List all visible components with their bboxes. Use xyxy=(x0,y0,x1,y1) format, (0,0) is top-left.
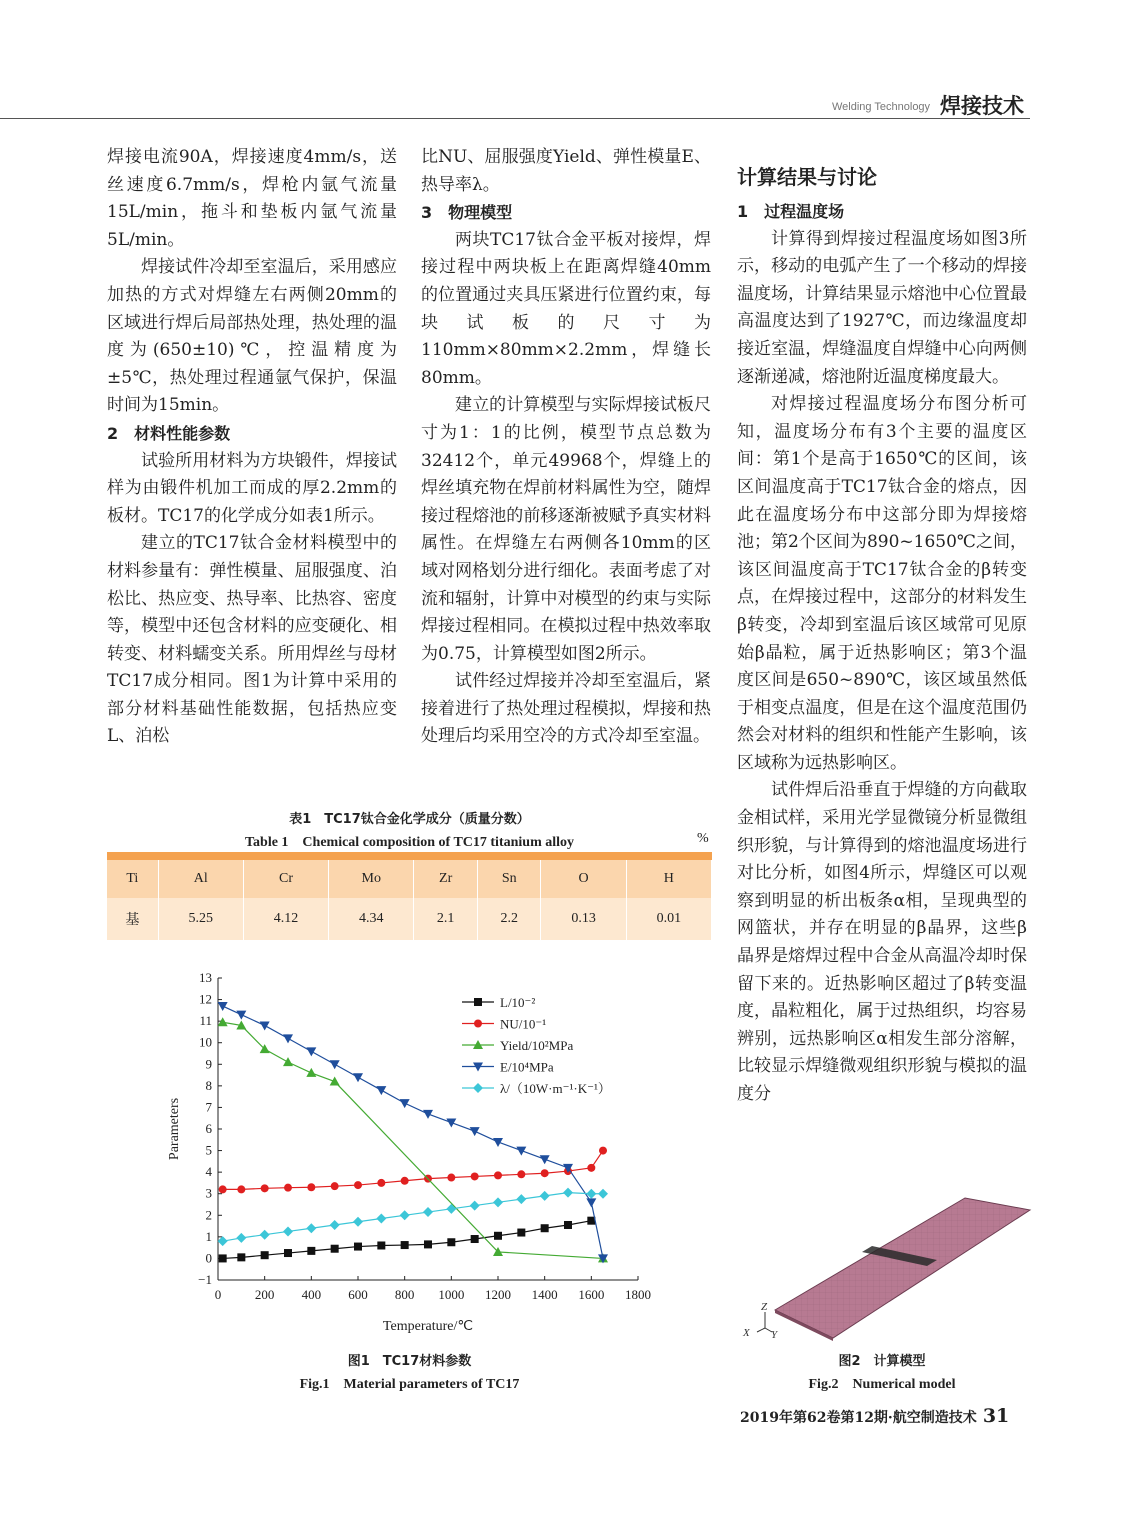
legend-label: Yield/10²MPa xyxy=(500,1038,574,1053)
x-tick-label: 1200 xyxy=(485,1287,511,1302)
data-point xyxy=(219,1185,227,1193)
data-point xyxy=(516,1147,526,1156)
data-point xyxy=(376,1214,386,1224)
data-point xyxy=(237,1253,245,1261)
y-tick-label: 3 xyxy=(205,1185,212,1201)
page-footer xyxy=(740,1405,1009,1427)
data-point xyxy=(236,1011,246,1020)
y-tick-label: −1 xyxy=(198,1272,212,1287)
table-header-cell: Al xyxy=(158,860,243,898)
data-point xyxy=(423,1110,433,1119)
table-header-cell: Ti xyxy=(107,860,158,898)
data-point xyxy=(447,1238,455,1246)
data-point xyxy=(219,1254,227,1262)
data-point xyxy=(599,1147,607,1155)
data-point xyxy=(218,1002,228,1011)
y-tick-label: 11 xyxy=(199,1013,212,1029)
y-tick-label: 7 xyxy=(205,1099,212,1115)
data-point xyxy=(353,1217,363,1227)
axis-label-z: Z xyxy=(761,1301,768,1313)
data-point xyxy=(306,1047,316,1056)
y-tick-label: 8 xyxy=(205,1077,212,1093)
y-tick-label: 0 xyxy=(205,1250,212,1266)
data-point xyxy=(586,1198,596,1207)
data-point xyxy=(307,1183,315,1191)
data-point xyxy=(283,1034,293,1043)
data-point xyxy=(424,1240,432,1248)
data-point xyxy=(218,1017,228,1026)
data-point xyxy=(587,1164,595,1172)
data-point xyxy=(284,1184,292,1192)
table-header-cell: Sn xyxy=(477,860,541,898)
legend-label: E/10⁴MPa xyxy=(500,1059,554,1075)
data-point xyxy=(516,1194,526,1204)
data-point xyxy=(354,1243,362,1251)
y-tick-label: 13 xyxy=(199,970,212,985)
x-tick-label: 0 xyxy=(214,1287,222,1302)
data-point xyxy=(598,1189,608,1199)
series-line xyxy=(223,1221,592,1259)
data-point xyxy=(236,1233,246,1243)
data-point xyxy=(237,1185,245,1193)
data-point xyxy=(517,1170,525,1178)
data-point xyxy=(470,1201,480,1211)
data-point xyxy=(474,998,482,1006)
data-point xyxy=(261,1251,269,1259)
journal-name-en: Welding Technology xyxy=(832,101,931,113)
table-value-cell: 4.12 xyxy=(243,898,328,940)
x-tick-label: 1400 xyxy=(531,1287,558,1302)
table-caption-en: Table 1 Chemical composition of TC17 titanium alloy xyxy=(244,835,575,850)
x-tick-label: 600 xyxy=(348,1287,368,1302)
data-point xyxy=(474,1020,482,1028)
table-header-cell: Cr xyxy=(243,860,328,898)
data-point xyxy=(473,1083,483,1093)
table-value-cell: 5.25 xyxy=(158,898,243,940)
data-point xyxy=(306,1068,316,1077)
figure1-caption-en: Fig.1 Material parameters of TC17 xyxy=(299,1377,520,1392)
header-rule xyxy=(0,118,1030,119)
y-tick-label: 10 xyxy=(199,1034,212,1050)
axis-label-y: Y xyxy=(771,1329,778,1341)
paragraph: 试件焊后沿垂直于焊缝的方向截取金相试样，采用光学显微镜分析显微组织形貌，与计算得到的熔池温度场进行对比分析，如图4所示，焊缝区可以观察到明显的析出板条α相，呈现典型的网篮状，并存在明显的β晶界，这些β晶界是熔焊过程中合金从高温冷却时保留下来的。近热影响区超过了β转变温度，晶粒粗化，属于过热组织，均容易辨别，远热影响区α相发生部分溶解，比较显示焊缝微观组织形貌与模拟的温度分 xyxy=(737,780,1027,1104)
data-point xyxy=(260,1230,270,1240)
data-point xyxy=(330,1220,340,1230)
series-line xyxy=(223,1193,603,1242)
data-point xyxy=(307,1247,315,1255)
paragraph: 比NU、屈服强度Yield、弹性模量E、热导率λ。 xyxy=(421,147,711,195)
data-point xyxy=(494,1232,502,1240)
y-tick-label: 12 xyxy=(199,991,212,1007)
data-point xyxy=(260,1021,270,1030)
data-point xyxy=(540,1191,550,1201)
data-point xyxy=(541,1224,549,1232)
paragraph: 两块TC17钛合金平板对接焊，焊接过程中两块板上在距离焊缝40mm的位置通过夹具压紧进行位置约束，每块试板的尺寸为110mm×80mm×2.2mm，焊缝长80mm。 xyxy=(421,229,711,388)
table-header-cell: Zr xyxy=(414,860,478,898)
data-point xyxy=(401,1177,409,1185)
table-header-cell: H xyxy=(626,860,711,898)
column-2 xyxy=(421,144,711,751)
series-line xyxy=(223,1022,603,1258)
data-point xyxy=(423,1207,433,1217)
paragraph: 对焊接过程温度场分布图分析可知，温度场分布有3个主要的温度区间：第1个是高于1650℃的区间，该区间温度高于TC17钛合金的熔点，因此在温度场分布中这部分即为焊接熔池；第2个区间为890~1650℃之间，该区间温度高于TC17钛合金的β转变点，在焊接过程中，这部分的材料发生β转变，冷却到室温后该区域常可见原始β晶粒，属于近热影响区；第3个温度区间是650~890℃，该区域虽然低于相变点温度，但是在这个温度范围仍然会对材料的组织和性能产生影响，该区域称为远热影响区。 xyxy=(737,394,1027,773)
table-header-cell: O xyxy=(541,860,626,898)
column-3 xyxy=(737,160,1027,1109)
paragraph: 焊接电流90A，焊接速度4mm/s，送丝速度6.7mm/s，焊枪内氩气流量15L/min，拖斗和垫板内氩气流量5L/min。 xyxy=(107,147,397,250)
x-axis-label: Temperature/℃ xyxy=(382,1319,474,1334)
data-point xyxy=(471,1172,479,1180)
data-point xyxy=(446,1119,456,1128)
data-point xyxy=(377,1179,385,1187)
data-point xyxy=(284,1249,292,1257)
legend-label: NU/10⁻¹ xyxy=(500,1016,547,1032)
model-plate-mesh xyxy=(775,1198,1030,1338)
x-tick-label: 800 xyxy=(394,1287,415,1302)
data-point xyxy=(218,1236,228,1246)
x-tick-label: 1000 xyxy=(438,1287,465,1302)
section-heading: 3 物理模型 xyxy=(421,203,513,223)
page-number: 31 xyxy=(982,1405,1010,1427)
y-tick-label: 4 xyxy=(205,1164,212,1180)
data-point xyxy=(447,1174,455,1182)
y-tick-label: 5 xyxy=(205,1142,212,1158)
section-heading: 2 材料性能参数 xyxy=(107,423,231,443)
figure2-caption-zh: 图2 计算模型 xyxy=(838,1354,926,1369)
y-tick-label: 2 xyxy=(205,1207,212,1223)
axis-label-x: X xyxy=(743,1327,750,1339)
data-point xyxy=(563,1188,573,1198)
y-tick-label: 1 xyxy=(205,1228,212,1244)
data-point xyxy=(400,1210,410,1220)
data-point xyxy=(376,1086,386,1095)
data-point xyxy=(331,1245,339,1253)
x-tick-label: 1600 xyxy=(578,1287,605,1302)
journal-name-zh: 焊接技术 xyxy=(940,94,1024,118)
table-header-cell: Mo xyxy=(329,860,414,898)
paragraph: 焊接试件冷却至室温后，采用感应加热的方式对焊缝左右两侧20mm的区域进行焊后局部热处理，热处理的温度为(650±10)℃，控温精度为±5℃，热处理过程通氩气保护，保温时间为15min。 xyxy=(107,257,397,416)
section-heading: 1 过程温度场 xyxy=(737,202,845,221)
numerical-model-figure xyxy=(735,1190,1035,1345)
data-point xyxy=(330,1060,340,1069)
data-point xyxy=(564,1221,572,1229)
table-unit: % xyxy=(697,831,709,846)
data-point xyxy=(540,1155,550,1164)
data-point xyxy=(377,1241,385,1249)
section-title: 计算结果与讨论 xyxy=(737,165,877,189)
table-value-cell: 0.13 xyxy=(541,898,626,940)
table-value-cell: 0.01 xyxy=(626,898,711,940)
legend-label: λ/（10W·m⁻¹·K⁻¹） xyxy=(500,1081,611,1096)
y-axis-label: Parameters xyxy=(167,1097,182,1161)
data-point xyxy=(353,1073,363,1082)
data-point xyxy=(494,1171,502,1179)
paragraph: 试件经过焊接并冷却至室温后，紧接着进行了热处理过程模拟，焊接和热处理后均采用空冷的方式冷却至室温。 xyxy=(421,671,711,747)
data-point xyxy=(493,1138,503,1147)
paragraph: 建立的计算模型与实际焊接试板尺寸为1：1的比例，模型节点总数为32412个，单元49968个，焊缝上的焊丝填充物在焊前材料属性为空，随焊接过程熔池的前移逐渐被赋予真实材料属性。在焊缝左右两侧各10mm的区域对网格划分进行细化。表面考虑了对流和辐射，计算中对模型的约束与实际焊接过程相同。在模拟过程中热效率取为0.75，计算模型如图2所示。 xyxy=(421,395,711,664)
x-tick-label: 200 xyxy=(254,1287,275,1302)
paragraph: 试验所用材料为方块锻件，焊接试样为由锻件机加工而成的厚2.2mm的板材。TC17的化学成分如表1所示。 xyxy=(107,450,397,526)
data-point xyxy=(331,1182,339,1190)
data-point xyxy=(283,1226,293,1236)
column-1 xyxy=(107,144,397,751)
data-point xyxy=(401,1241,409,1249)
x-tick-label: 400 xyxy=(301,1287,322,1302)
data-point xyxy=(471,1235,479,1243)
figure2-caption-en: Fig.2 Numerical model xyxy=(808,1377,956,1392)
data-point xyxy=(261,1184,269,1192)
data-point xyxy=(446,1204,456,1214)
data-point xyxy=(400,1099,410,1108)
data-point xyxy=(283,1057,293,1066)
y-tick-label: 9 xyxy=(205,1056,212,1072)
table-value-cell: 2.1 xyxy=(414,898,478,940)
data-point xyxy=(470,1127,480,1136)
table-caption-zh: 表1 TC17钛合金化学成分（质量分数） xyxy=(289,812,530,827)
data-point xyxy=(354,1181,362,1189)
paragraph: 计算得到焊接过程温度场如图3所示，移动的电弧产生了一个移动的焊接温度场，计算结果显示熔池中心位置最高温度达到了1927℃，而边缘温度却接近室温，焊缝温度自焊缝中心向两侧逐渐递减，熔池附近温度梯度最大。 xyxy=(737,228,1027,387)
data-point xyxy=(517,1229,525,1237)
data-point xyxy=(541,1169,549,1177)
data-point xyxy=(493,1197,503,1207)
y-tick-label: 6 xyxy=(205,1121,212,1136)
composition-table xyxy=(107,852,712,940)
axis-triad-icon xyxy=(742,1301,779,1341)
table-value-cell: 2.2 xyxy=(477,898,541,940)
footer-issue: 2019年第62卷第12期·航空制造技术 xyxy=(740,1410,977,1426)
paragraph: 建立的TC17钛合金材料模型中的材料参量有：弹性模量、屈服强度、泊松比、热应变、热导率、比热容、密度等，模型中还包含材料的应变硬化、相转变、材料蠕变关系。所用焊丝与母材TC17成分相同。图1为计算中采用的部分材料基础性能数据，包括热应变L、泊松 xyxy=(107,533,397,747)
x-tick-label: 1800 xyxy=(625,1287,651,1302)
data-point xyxy=(306,1223,316,1233)
figure1-caption-zh: 图1 TC17材料参数 xyxy=(347,1354,472,1369)
legend-label: L/10⁻² xyxy=(500,995,536,1010)
table-value-cell: 基 xyxy=(107,898,158,940)
material-parameters-chart xyxy=(150,962,670,1342)
data-point xyxy=(330,1077,340,1086)
table-value-cell: 4.34 xyxy=(329,898,414,940)
